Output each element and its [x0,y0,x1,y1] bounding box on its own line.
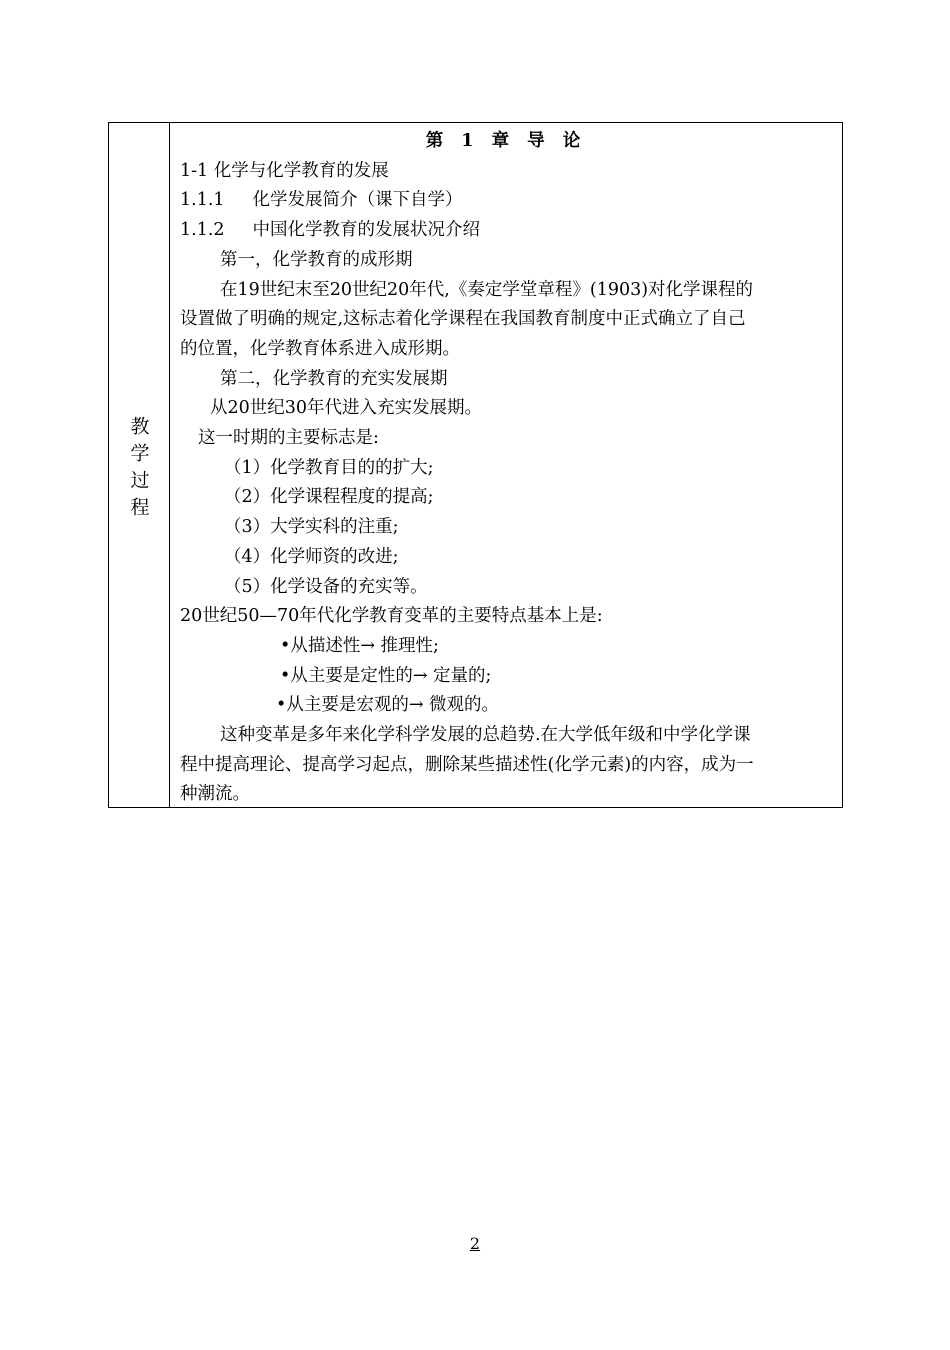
paragraph-2-line-1: 这种变革是多年来化学科学发展的总趋势.在大学低年级和中学化学课 [220,725,751,746]
sign-item-3: （3）大学实科的注重; [224,517,399,538]
chapter-title: 第 1 章 导 论 [425,131,587,151]
side-label: 教学过程 [127,416,150,524]
paragraph-2-line-2: 程中提高理论、提高学习起点，删除某些描述性(化学元素)的内容，成为一 [180,754,754,775]
page-number: 2 [469,1234,481,1253]
paragraph-2-line-3: 种潮流。 [180,784,250,805]
subsection-1 [180,186,832,216]
signs-intro: 这一时期的主要标志是: [198,428,379,449]
paragraph-1-line-2: 设置做了明确的规定,这标志着化学课程在我国教育制度中正式确立了自己 [180,309,746,330]
content-cell [170,123,842,807]
subsection-2-title: 中国化学教育的发展状况介绍 [252,220,481,241]
reform-intro: 20世纪50—70年代化学教育变革的主要特点基本上是: [180,606,603,627]
section-heading: 1-1 化学与化学教育的发展 [180,160,389,181]
period-2-heading: 第二，化学教育的充实发展期 [220,368,448,389]
subsection-2-number: 1.1.2 [180,220,225,241]
paragraph-1-line-3: 的位置，化学教育体系进入成形期。 [180,338,460,359]
period-2-description: 从20世纪30年代进入充实发展期。 [210,398,483,419]
period-1-heading: 第一，化学教育的成形期 [220,249,413,270]
subsection-1-title: 化学发展简介（课下自学） [252,190,463,211]
paragraph-1-line-1: 在19世纪末至20世纪20年代,《奏定学堂章程》(1903)对化学课程的 [220,279,754,300]
bullet-item-2: •从主要是定性的→ 定量的; [280,665,492,686]
sign-item-4: （4）化学师资的改进; [224,546,399,567]
sign-item-5: （5）化学设备的充实等。 [224,576,428,597]
bullet-item-3: •从主要是宏观的→ 微观的。 [276,695,500,716]
lesson-table [108,122,843,808]
sign-item-2: （2）化学课程程度的提高; [224,487,434,508]
sign-item-1: （1）化学教育目的的扩大; [224,457,434,478]
subsection-2 [180,216,832,246]
bullet-item-1: •从描述性→ 推理性; [280,635,439,656]
subsection-1-number: 1.1.1 [180,190,225,211]
side-label-cell [109,123,170,807]
